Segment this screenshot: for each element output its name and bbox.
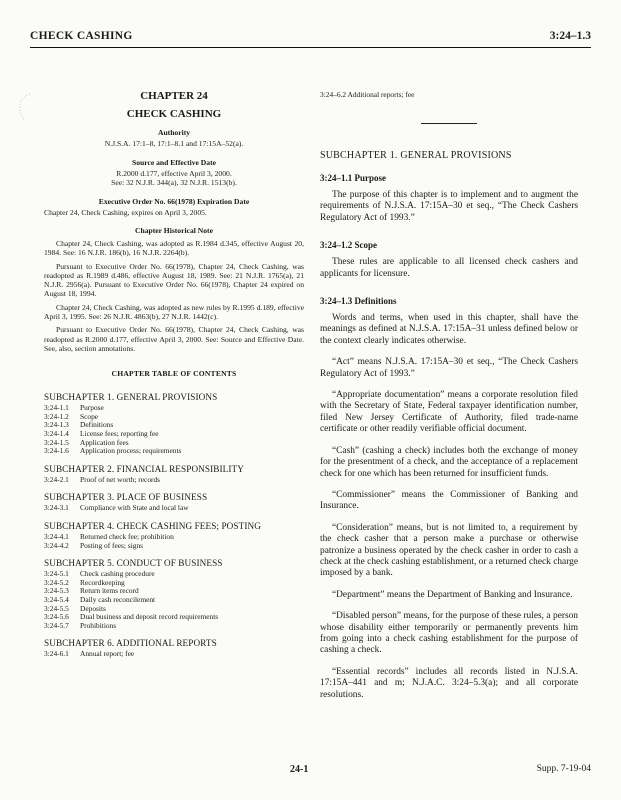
- toc-entry-number: 3:24-1.5: [44, 437, 69, 447]
- section-divider: [421, 123, 477, 124]
- history-paragraph: Pursuant to Executive Order No. 66(1978), Chapter 24, Check Cashing, was readopted as R.1989 d.486, effective August 18, 1989. See: 21 N.J.R. 1765(a), 21 N.J.R. 2956(a). Pursuant to Executive Order No. 66(1978), Chapter 24 expired on August 18, 1994.: [44, 261, 304, 299]
- running-header: [30, 30, 591, 48]
- source-line: R.2000 d.177, effective April 3, 2000.: [116, 168, 232, 178]
- toc-entry-number: 3:24-1.4: [44, 429, 69, 439]
- toc-entry-number: 3:24-5.5: [44, 603, 69, 613]
- toc-entry-title: Purpose: [80, 403, 104, 413]
- toc-entry-continued[interactable]: 3:24–6.2 Additional reports; fee: [320, 90, 415, 99]
- toc-subchapter: [44, 492, 304, 513]
- toc-entry-title: Dual business and deposit record requirements: [80, 612, 219, 622]
- section-heading-definitions: 3:24–1.3 Definitions: [320, 296, 397, 307]
- history-heading: Chapter Historical Note: [135, 226, 213, 235]
- toc-entry-number: 3:24-5.4: [44, 594, 69, 604]
- right-column: [320, 90, 578, 701]
- toc-entry-title: Proof of net worth; records: [80, 474, 161, 484]
- scan-artifact: [16, 92, 38, 124]
- header-section: 3:24–1.3: [549, 30, 591, 42]
- toc-entry-title: Application fees: [80, 437, 129, 447]
- history-paragraph: Chapter 24, Check Cashing, was adopted as R.1984 d.345, effective August 20, 1984. See: 16 N.J.R. 186(b), 16 N.J.R. 2264(b).: [44, 239, 304, 258]
- section-heading-purpose: 3:24–1.1 Purpose: [320, 173, 386, 183]
- toc-entry-title: Prohibitions: [80, 620, 117, 630]
- toc-entry[interactable]: [44, 542, 304, 551]
- table-of-contents: [44, 392, 304, 659]
- toc-entry-number: 3:24-6.1: [44, 649, 69, 659]
- toc-entry-number: 3:24-4.1: [44, 532, 69, 542]
- toc-subchapter-title: SUBCHAPTER 2. FINANCIAL RESPONSIBILITY: [44, 463, 244, 474]
- left-column: [44, 86, 304, 659]
- toc-entry-title: Return items record: [80, 586, 139, 596]
- toc-entry-number: 3:24-5.1: [44, 569, 69, 579]
- toc-entry-number: 3:24-5.2: [44, 577, 69, 587]
- history-paragraph: Pursuant to Executive Order No. 66(1978), Chapter 24, Check Cashing, was readopted as R.2000 d.177, effective April 3, 2000. See: Source and Effective Date. See, also, section annotations.: [44, 325, 304, 353]
- toc-entry-title: Daily cash reconcilement: [80, 594, 156, 604]
- chapter-title: CHECK CASHING: [126, 108, 222, 120]
- exec-order-heading: Executive Order No. 66(1978) Expiration Date: [98, 196, 250, 206]
- toc-entry-number: 3:24-1.1: [44, 403, 69, 413]
- definition-paragraph: “Act” means N.J.S.A. 17:15A–30 et seq., “The Check Cashers Regulatory Act of 1993.”: [320, 357, 578, 379]
- section-text-definitions: Words and terms, when used in this chapter, shall have the meanings as defined at N.J.S.A. 17:15A–31 unless defined below or the context clearly indicates otherwise.: [320, 313, 578, 346]
- toc-entry[interactable]: [44, 476, 304, 485]
- toc-entry-number: 3:24-1.2: [44, 411, 69, 421]
- section-text-purpose: The purpose of this chapter is to implement and to augment the requirements of N.J.S.A. 17:15A–30 et seq., “The Check Cashers Regulatory Act of 1993.”: [320, 190, 578, 223]
- subchapter-heading: SUBCHAPTER 1. GENERAL PROVISIONS: [320, 150, 512, 161]
- toc-entry[interactable]: [44, 504, 304, 513]
- source-heading: Source and Effective Date: [131, 157, 216, 167]
- chapter-number: CHAPTER 24: [140, 90, 208, 102]
- toc-entry-title: Compliance with State and local law: [80, 503, 189, 513]
- toc-subchapter-title: SUBCHAPTER 5. CONDUCT OF BUSINESS: [44, 558, 223, 569]
- authority-text: N.J.S.A. 17:1–8, 17:1–8.1 and 17:15A–52(a).: [104, 139, 244, 148]
- definition-paragraph: “Appropriate documentation” means a corporate resolution filed with the Secretary of State, Federal taxpayer identification number, filed New Jersey Certificate of Authority, filed trade-name certificate or other readily verifiable official document.: [320, 390, 578, 435]
- toc-entry-title: Scope: [80, 411, 99, 421]
- definition-paragraph: “Department” means the Department of Banking and Insurance.: [332, 589, 573, 600]
- toc-entry-number: 3:24-4.2: [44, 540, 69, 550]
- toc-title: CHAPTER TABLE OF CONTENTS: [111, 369, 237, 379]
- source-line: See: 32 N.J.R. 344(a), 32 N.J.R. 1513(b).: [111, 178, 237, 187]
- toc-subchapter-title: SUBCHAPTER 3. PLACE OF BUSINESS: [44, 492, 208, 503]
- definition-paragraph: “Cash” (cashing a check) includes both the exchange of money for the presentment of a check, and the acceptance of a replacement check for one which has been returned for insufficient funds.: [320, 445, 578, 479]
- section-heading-scope: 3:24–1.2 Scope: [320, 240, 377, 251]
- supplement-date: Supp. 7-19-04: [536, 764, 591, 774]
- page-number: 24-1: [290, 764, 309, 775]
- definition-paragraph: “Disabled person” means, for the purpose of these rules, a person whose disability either temporarily or permanently prevents him from going into a check cashing establishment for the purpose of cashing a check.: [320, 611, 578, 656]
- toc-entry-title: License fees; reporting fee: [80, 429, 159, 439]
- toc-entry-number: 3:24-5.7: [44, 620, 69, 630]
- toc-subchapter: [44, 521, 304, 550]
- toc-entry-number: 3:24-5.6: [44, 612, 69, 622]
- definition-paragraph: “Consideration” means, but is not limited to, a requirement by the check casher that a person make a purchase or otherwise patronize a business operated by the check casher in order to cash a check at the check cashing establishment, or a returned check charge imposed by a bank.: [320, 522, 578, 579]
- exec-order-text: Chapter 24, Check Cashing, expires on April 3, 2005.: [44, 207, 207, 217]
- toc-entry[interactable]: [44, 650, 304, 659]
- header-title: CHECK CASHING: [30, 30, 133, 42]
- authority-heading: Authority: [157, 128, 191, 137]
- toc-entry-number: 3:24-2.1: [44, 474, 69, 484]
- toc-subchapter-title: SUBCHAPTER 4. CHECK CASHING FEES; POSTING: [44, 521, 261, 532]
- toc-entry-title: Check cashing procedure: [80, 569, 155, 579]
- definition-paragraph: “Essential records” includes all records listed in N.J.S.A. 17:15A–441 and m; N.J.A.C. 3:24–5.3(a); and all corporate resolutions.: [320, 666, 578, 700]
- toc-entry-number: 3:24-1.3: [44, 420, 69, 430]
- toc-subchapter: [44, 638, 304, 659]
- toc-entry-title: Recordkeeping: [80, 577, 125, 587]
- toc-subchapter-title: SUBCHAPTER 1. GENERAL PROVISIONS: [44, 392, 218, 403]
- toc-entry-title: Returned check fee; prohibition: [80, 532, 174, 542]
- toc-entry-title: Posting of fees; signs: [80, 540, 144, 550]
- toc-entry-title: Annual report; fee: [80, 649, 135, 659]
- toc-entry-title: Definitions: [80, 420, 114, 430]
- toc-entry-title: Application process; requirements: [80, 446, 182, 456]
- toc-entry[interactable]: [44, 622, 304, 631]
- toc-subchapter: [44, 464, 304, 485]
- toc-subchapter: [44, 558, 304, 630]
- header-rule: [30, 47, 591, 48]
- toc-entry[interactable]: [44, 447, 304, 456]
- toc-entry-number: 3:24-1.6: [44, 446, 69, 456]
- history-paragraph: Chapter 24, Check Cashing, was adopted as new rules by R.1995 d.189, effective April 3, 1995. See: 26 N.J.R. 4863(b), 27 N.J.R. 1442(c).: [44, 302, 304, 322]
- section-text-scope: These rules are applicable to all licensed check cashers and applicants for licensure.: [320, 257, 578, 279]
- toc-subchapter-title: SUBCHAPTER 6. ADDITIONAL REPORTS: [44, 638, 217, 649]
- toc-entry-number: 3:24-3.1: [44, 503, 69, 513]
- toc-entry-number: 3:24-5.3: [44, 586, 69, 596]
- toc-subchapter: [44, 392, 304, 456]
- definition-paragraph: “Commissioner” means the Commissioner of Banking and Insurance.: [320, 489, 578, 512]
- toc-entry-title: Deposits: [80, 603, 106, 613]
